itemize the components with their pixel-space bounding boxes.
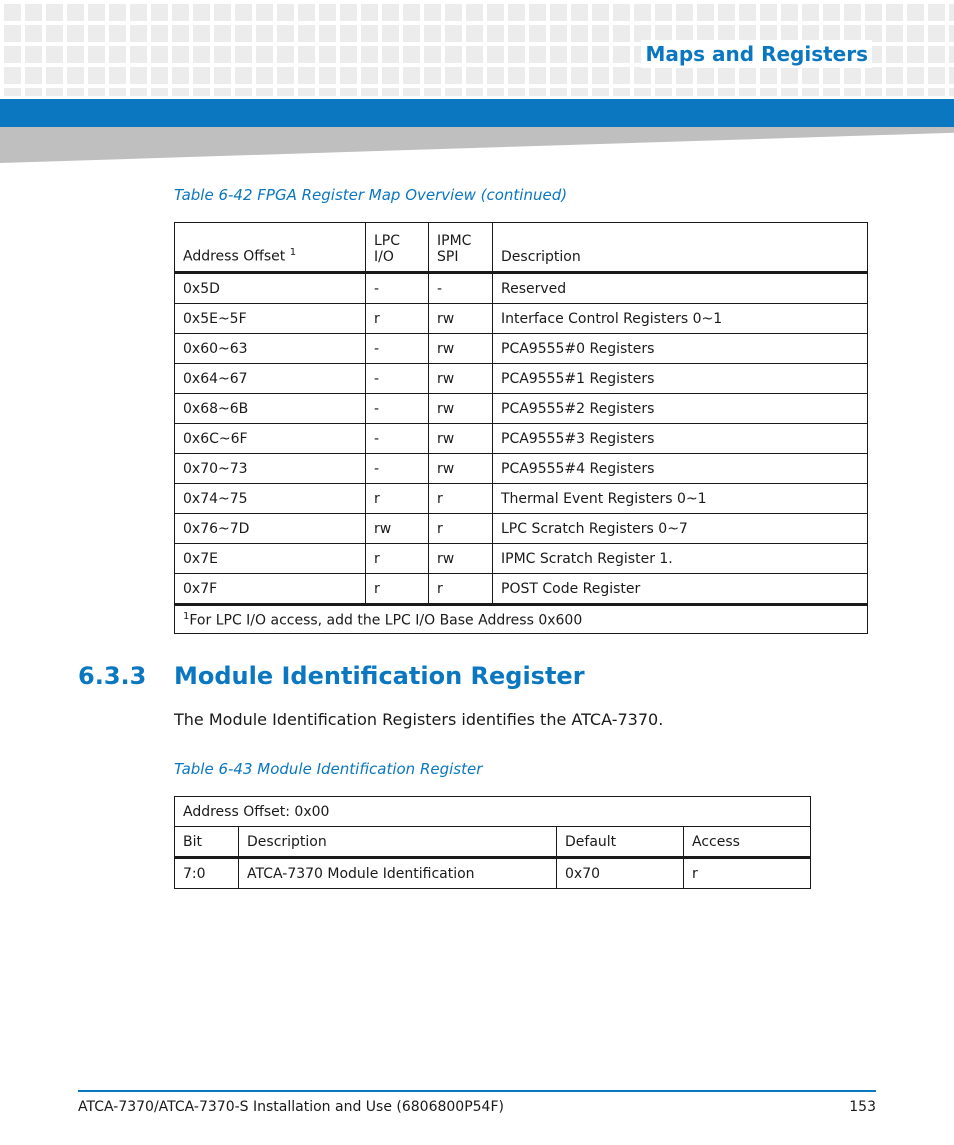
cell-description: PCA9555#3 Registers — [493, 424, 868, 454]
header-description: Description — [239, 827, 557, 858]
cell-address: 0x74~75 — [175, 484, 366, 514]
table-row — [175, 574, 868, 605]
cell-lpc: r — [366, 484, 429, 514]
cell-ipmc: - — [429, 273, 493, 304]
cell-address: 0x68~6B — [175, 394, 366, 424]
fpga-register-map-table — [174, 222, 868, 634]
cell-address: 0x64~67 — [175, 364, 366, 394]
table-header-row — [175, 827, 811, 858]
table-row — [175, 454, 868, 484]
address-offset-cell: Address Offset: 0x00 — [175, 797, 811, 827]
cell-address: 0x6C~6F — [175, 424, 366, 454]
table-footnote: $^1$For LPC I/O access, add the LPC I/O Base Address 0x600 — [175, 605, 868, 634]
header-access: Access — [684, 827, 811, 858]
table-row — [175, 273, 868, 304]
cell-description: PCA9555#1 Registers — [493, 364, 868, 394]
cell-lpc: r — [366, 544, 429, 574]
header-description: Description — [493, 223, 868, 273]
cell-description: PCA9555#0 Registers — [493, 334, 868, 364]
cell-address: 0x5E~5F — [175, 304, 366, 334]
table-6-42-caption: Table 6-42 FPGA Register Map Overview (continued) — [174, 186, 568, 204]
cell-ipmc: rw — [429, 394, 493, 424]
cell-description: Interface Control Registers 0~1 — [493, 304, 868, 334]
cell-description: IPMC Scratch Register 1. — [493, 544, 868, 574]
cell-description: LPC Scratch Registers 0~7 — [493, 514, 868, 544]
cell-description: PCA9555#2 Registers — [493, 394, 868, 424]
cell-address: 0x70~73 — [175, 454, 366, 484]
cell-lpc: - — [366, 424, 429, 454]
cell-lpc: rw — [366, 514, 429, 544]
header-bit: Bit — [175, 827, 239, 858]
table-row — [175, 424, 868, 454]
cell-address: 0x60~63 — [175, 334, 366, 364]
header-wedge — [0, 127, 954, 163]
table-row — [175, 514, 868, 544]
module-identification-table — [174, 796, 811, 889]
cell-ipmc: rw — [429, 304, 493, 334]
cell-description: Reserved — [493, 273, 868, 304]
cell-description: PCA9555#4 Registers — [493, 454, 868, 484]
table-row — [175, 858, 811, 889]
header-address-offset: Address Offset $^1$ — [175, 223, 366, 273]
cell-lpc: - — [366, 364, 429, 394]
cell-ipmc: rw — [429, 364, 493, 394]
table-row — [175, 394, 868, 424]
header-ipmc-spi: IPMC SPI — [429, 223, 493, 273]
cell-ipmc: rw — [429, 334, 493, 364]
header-lpc-io: LPC I/O — [366, 223, 429, 273]
section-paragraph: The Module Identification Registers identifies the ATCA-7370. — [174, 710, 664, 729]
section-number: 6.3.3 — [78, 662, 147, 690]
cell-ipmc: rw — [429, 424, 493, 454]
cell-description: POST Code Register — [493, 574, 868, 605]
chapter-title: Maps and Registers — [641, 40, 872, 68]
cell-lpc: - — [366, 334, 429, 364]
table-row — [175, 304, 868, 334]
table-row — [175, 364, 868, 394]
table-row — [175, 484, 868, 514]
cell-ipmc: rw — [429, 544, 493, 574]
cell-ipmc: r — [429, 574, 493, 605]
cell-lpc: - — [366, 273, 429, 304]
section-title: Module Identification Register — [174, 662, 585, 690]
header-default: Default — [557, 827, 684, 858]
footer-doc-title: ATCA-7370/ATCA-7370-S Installation and Use (6806800P54F) — [78, 1099, 504, 1115]
cell-lpc: - — [366, 394, 429, 424]
footer-rule — [78, 1090, 876, 1092]
cell-ipmc: rw — [429, 454, 493, 484]
table-header-row — [175, 223, 868, 273]
cell-access: r — [684, 858, 811, 889]
page-number: 153 — [849, 1099, 876, 1115]
cell-description: ATCA-7370 Module Identification — [239, 858, 557, 889]
cell-description: Thermal Event Registers 0~1 — [493, 484, 868, 514]
cell-ipmc: r — [429, 514, 493, 544]
cell-address: 0x7E — [175, 544, 366, 574]
cell-lpc: r — [366, 304, 429, 334]
cell-ipmc: r — [429, 484, 493, 514]
cell-address: 0x5D — [175, 273, 366, 304]
table-6-43-caption: Table 6-43 Module Identification Register — [174, 760, 483, 778]
cell-lpc: r — [366, 574, 429, 605]
cell-address: 0x76~7D — [175, 514, 366, 544]
cell-address: 0x7F — [175, 574, 366, 605]
table-row — [175, 544, 868, 574]
cell-default: 0x70 — [557, 858, 684, 889]
cell-lpc: - — [366, 454, 429, 484]
cell-bit: 7:0 — [175, 858, 239, 889]
address-row — [175, 797, 811, 827]
header-band — [0, 99, 954, 127]
table-row — [175, 334, 868, 364]
table-footnote-row — [175, 605, 868, 634]
